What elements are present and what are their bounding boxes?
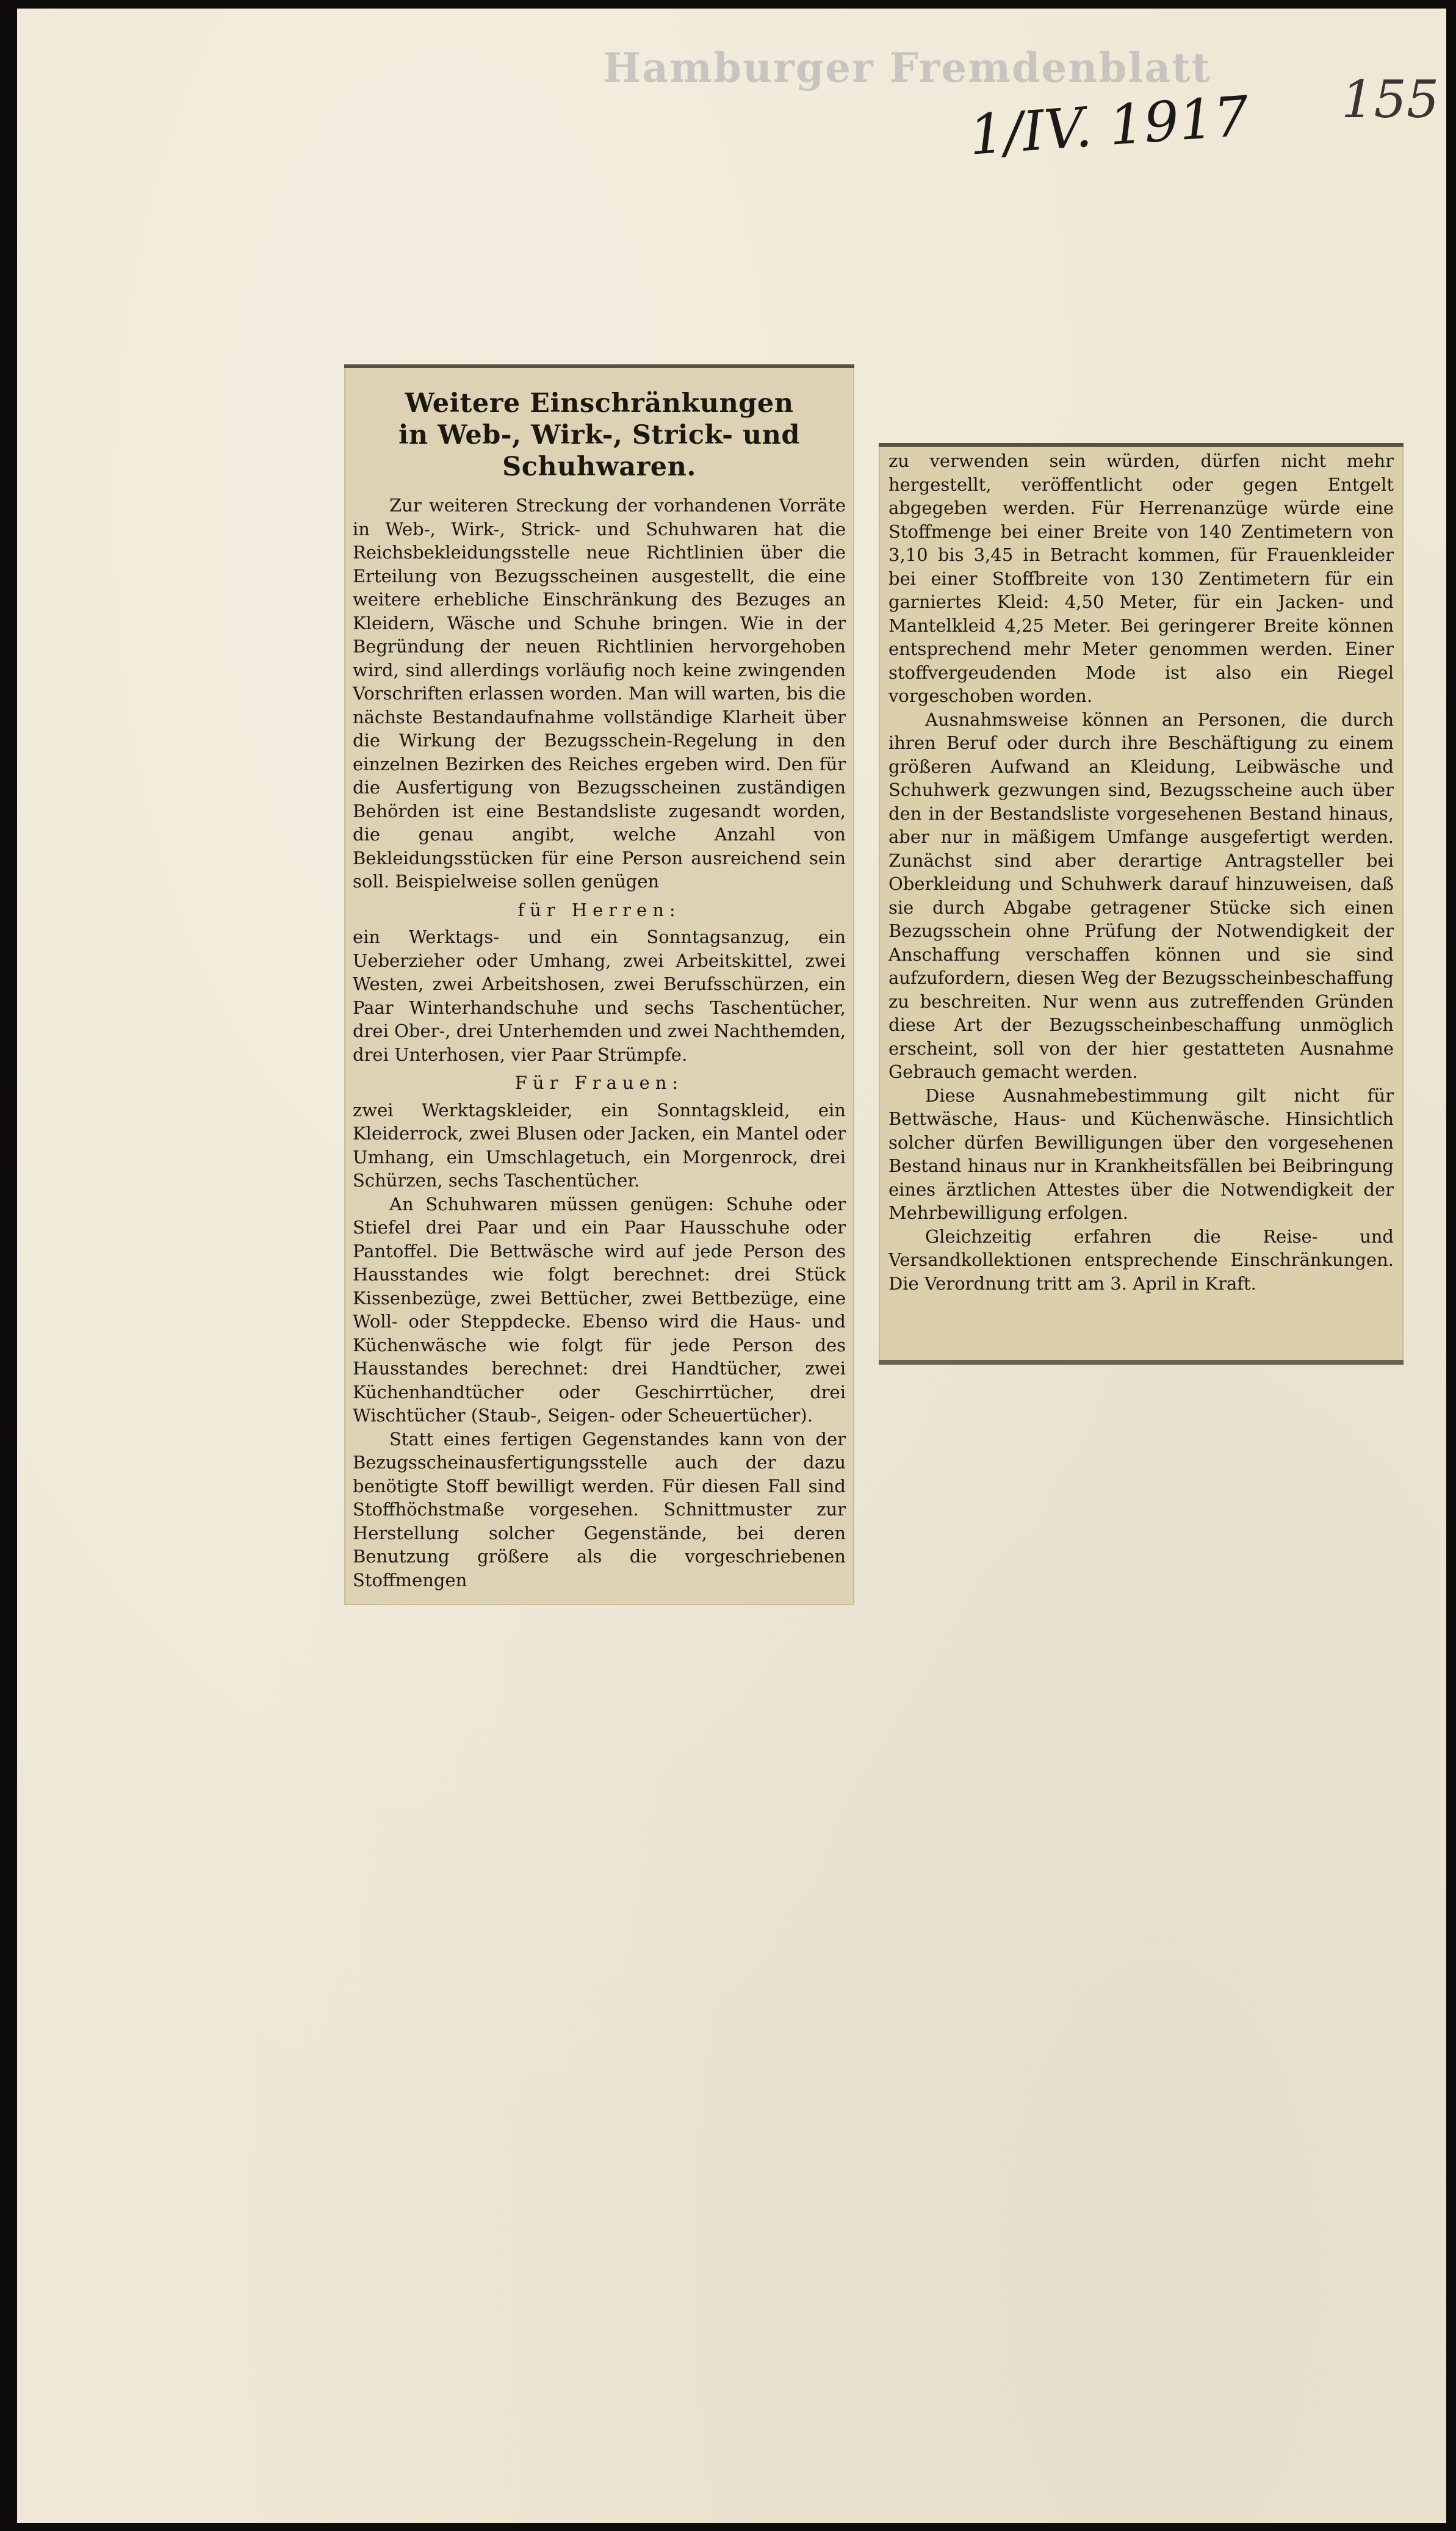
paragraph-inkrafttreten: Gleichzeitig erfahren die Reise- und Versandkollektionen entsprechende Einschränkungen. Die Verordnung tritt am 3. April in Kraft. [888,1226,1394,1294]
paragraph-herren: ein Werktags- und ein Sonntagsanzug, ein Ueberzieher oder Umhang, zwei Arbeitskittel, zwei Westen, zwei Arbeitshosen, zwei Berufsschürzen, ein Paar Winterhandschuhe und sechs Taschentücher, drei Ober-, drei Unterhemden und zwei Nachthemden, drei Unterhosen, vier Paar Strümpfe. [353,926,846,1065]
paragraph-frauen: zwei Werktagskleider, ein Sonntagskleid, ein Kleiderrock, zwei Blusen oder Jacken, ein Mantel oder Umhang, ein Umschlagetuch, ein Morgenrock, drei Schürzen, sechs Taschentücher. [353,1099,846,1191]
handwritten-date: 1/IV. 1917 [967,84,1251,168]
subheading-frauen: Für Frauen: [514,1072,684,1093]
headline-line-1: Weitere Einschränkungen [405,388,794,419]
subheading-herren: für Herren: [517,899,681,920]
clipping-rule [879,1360,1404,1365]
page-number: 155 [1341,70,1440,129]
paragraph-bettwaesche: Diese Ausnahmebestimmung gilt nicht für Bettwäsche, Haus- und Küchenwäsche. Hinsichtlich solcher dürfen Bewilligungen über den vorgesehenen Bestand hinaus nur in Krankheitsfällen bei Beibringung eines ärztlichen Attestes über die Notwendigkeit der Mehrbewilligung erfolgen. [888,1085,1394,1223]
paragraph-continued: zu verwenden sein würden, dürfen nicht mehr hergestellt, veröffentlicht oder gegen Entgelt abgegeben werden. Für Herrenanzüge würde eine Stoffmenge bei einer Breite von 140 Zentimetern von 3,10 bis 3,45 in Betracht kommen, für Frauenkleider bei einer Stoffbreite von 130 Zentimetern für ein garniertes Kleid: 4,50 Meter, für ein Jacken- und Mantelkleid 4,25 Meter. Bei geringerer Breite können entsprechend mehr Meter genommen werden. Einer stoffvergeudenden Mode ist also ein Riegel vorgeschoben worden. [888,450,1394,706]
article-headline [353,388,846,483]
paragraph-intro: Zur weiteren Streckung der vorhandenen Vorräte in Web-, Wirk-, Strick- und Schuhwaren hat die Reichsbekleidungsstelle neue Richtlinien über die Erteilung von Bezugsscheinen ausgestellt, die eine weitere erhebliche Einschränkung des Bezuges an Kleidern, Wäsche und Schuhe bringen. Wie in der Begründung der neuen Richtlinien hervorgehoben wird, sind allerdings vorläufig noch keine zwingenden Vorschriften erlassen worden. Man will warten, bis die nächste Bestandaufnahme vollständige Klarheit über die Wirkung der Bezugsschein-Regelung in den einzelnen Bezirken des Reiches ergeben wird. Den für die Ausfertigung von Bezugsscheinen zuständigen Behörden ist eine Bestandsliste zugesandt worden, die genau angibt, welche Anzahl von Bekleidungsstücken für eine Person ausreichend sein soll. Beispielweise sollen genügen [353,495,846,892]
newspaper-stamp: Hamburger Fremdenblatt [603,44,1212,92]
headline-line-2: in Web-, Wirk-, Strick- und Schuhwaren. [398,420,800,482]
clipping-column-1 [344,364,854,1605]
paragraph-stoff: Statt eines fertigen Gegenstandes kann von der Bezugsscheinausfertigungsstelle auch der dazu benötigte Stoff bewilligt werden. Für diesen Fall sind Stoffhöchstmaße vorgesehen. Schnittmuster zur Herstellung solcher Gegenstände, bei deren Benutzung größere als die vorgeschriebenen Stoffmengen [353,1428,846,1590]
clipping-column-2 [879,443,1404,1365]
paragraph-ausnahme: Ausnahmsweise können an Personen, die durch ihren Beruf oder durch ihre Beschäftigung zu einem größeren Aufwand an Kleidung, Leibwäsche und Schuhwerk gezwungen sind, Bezugsscheine auch über den in der Bestandsliste vorgesehenen Bestand hinaus, aber nur in mäßigem Umfange ausgefertigt werden. Zunächst sind aber derartige Antragsteller bei Oberkleidung und Schuhwerk darauf hinzuweisen, daß sie durch Abgabe getragener Stücke sich einen Bezugsschein ohne Prüfung der Notwendigkeit der Anschaffung verschaffen können und sie sind aufzufordern, diesen Weg der Bezugsscheinbeschaffung zu beschreiten. Nur wenn aus zutreffenden Gründen diese Art der Bezugsscheinbeschaffung unmöglich erscheint, soll von der hier gestatteten Ausnahme Gebrauch gemacht werden. [888,709,1394,1082]
paragraph-schuhwaren: An Schuhwaren müssen genügen: Schuhe oder Stiefel drei Paar und ein Paar Hausschuhe oder Pantoffel. Die Bettwäsche wird auf jede Person des Hausstandes wie folgt berechnet: drei Stück Kissenbezüge, zwei Bettücher, zwei Bettbezüge, eine Woll- oder Steppdecke. Ebenso wird die Haus- und Küchenwäsche wie folgt für jede Person des Hausstandes berechnet: drei Handtücher, zwei Küchenhandtücher oder Geschirrtücher, drei Wischtücher (Staub-, Seigen- oder Scheuertücher). [353,1193,846,1426]
archive-sheet [17,9,1446,2523]
